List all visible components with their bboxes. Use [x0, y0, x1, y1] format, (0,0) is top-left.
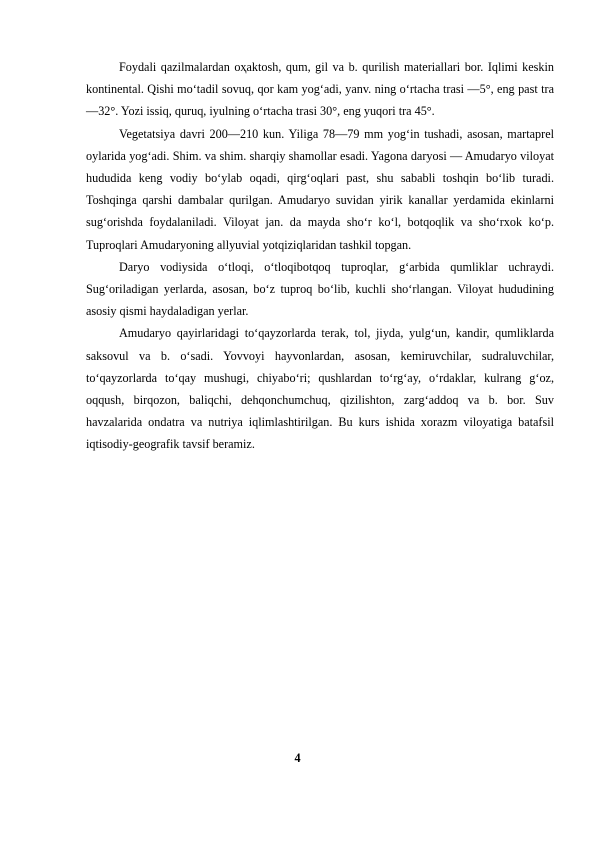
paragraph-vegetation-rivers: Vegetatsiya davri 200—210 kun. Yiliga 78—79 mm yog‘in tushadi, asosan, martaprel oylarida yog‘adi. Shim. va shim. sharqiy shamollar esadi. Yagona daryosi — Amudaryo viloyat hududida keng vodiy bo‘ylab oqadi, qirg‘oqlari past, shu sababli toshqin bo‘lib turadi. Toshqinga qarshi dambalar qurilgan. Amudaryo suvidan yirik kanallar yerdamida ekinlarni sug‘orishda foydalaniladi. Viloyat jan. da mayda sho‘r ko‘l, botqoqlik va sho‘rxok ko‘p. Tuproqlari Amudaryoning allyuvial yotqiziqlaridan tashkil topgan. — [86, 126, 554, 252]
page-number: 4 — [294, 751, 301, 765]
document-body — [86, 56, 554, 456]
paragraph-soils: Daryo vodiysida o‘tloqi, o‘tloqibotqoq tuproqlar, g‘arbida qumliklar uchraydi. Sug‘oriladigan yerlarda, asosan, bo‘z tuproq bo‘lib, kuchli sho‘rlangan. Viloyat hududining asosiy qismi haydaladigan yerlar. — [86, 259, 554, 319]
paragraph-minerals-climate: Foydali qazilmalardan oҳaktosh, qum, gil va b. qurilish materiallari bor. Iqlimi keskin kontinental. Qishi mo‘tadil sovuq, qor kam yog‘adi, yanv. ning o‘rtacha trasi —5°, eng past tra —32°. Yozi issiq, quruq, iyulning o‘rtacha trasi 30°, eng yuqori tra 45°. — [86, 60, 554, 119]
paragraph-flora-fauna: Amudaryo qayirlaridagi to‘qayzorlarda terak, tol, jiyda, yulg‘un, kandir, qumliklarda saksovul va b. o‘sadi. Yovvoyi hayvonlardan, asosan, kemiruvchilar, sudraluvchilar, to‘qayzorlarda to‘qay mushugi, chiyabo‘ri; qushlardan to‘rg‘ay, o‘rdaklar, kulrang g‘oz, oqqush, birqozon, baliqchi, dehqonchumchuq, qizilishton, zarg‘addoq va b. bor. Suv havzalarida ondatra va nutriya iqlimlashtirilgan. Bu kurs ishida xorazm viloyatiga batafsil iqtisodiy-geografik tavsif beramiz. — [86, 326, 554, 452]
